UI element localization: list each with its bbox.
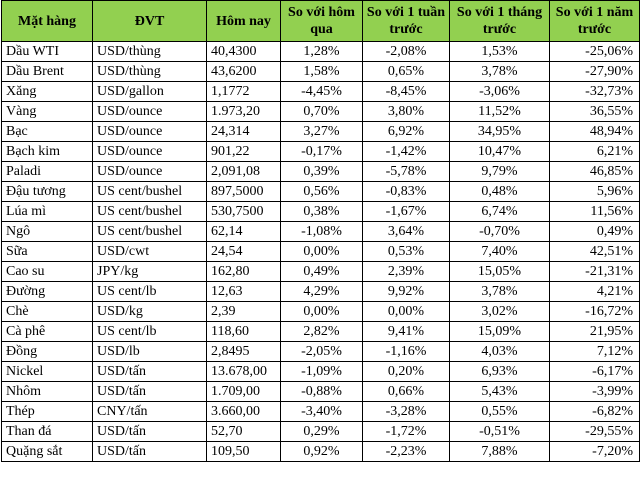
vs-week-cell: 0,65% bbox=[363, 62, 450, 82]
commodity-cell: Cao su bbox=[2, 262, 93, 282]
table-row bbox=[2, 402, 640, 422]
unit-cell: CNY/tấn bbox=[93, 402, 207, 422]
vs-week-cell: -1,16% bbox=[363, 342, 450, 362]
header-unit: ĐVT bbox=[93, 1, 207, 42]
vs-week-cell: -5,78% bbox=[363, 162, 450, 182]
header-vs-month: So với 1 tháng trước bbox=[450, 1, 550, 42]
today-cell: 43,6200 bbox=[207, 62, 281, 82]
today-cell: 52,70 bbox=[207, 422, 281, 442]
vs-month-cell: 1,53% bbox=[450, 42, 550, 62]
vs-month-cell: 9,79% bbox=[450, 162, 550, 182]
today-cell: 3.660,00 bbox=[207, 402, 281, 422]
vs-year-cell: 7,12% bbox=[550, 342, 640, 362]
vs-year-cell: 4,21% bbox=[550, 282, 640, 302]
vs-month-cell: 3,78% bbox=[450, 282, 550, 302]
table-row bbox=[2, 122, 640, 142]
vs-week-cell: -3,28% bbox=[363, 402, 450, 422]
table-row bbox=[2, 82, 640, 102]
table-row bbox=[2, 42, 640, 62]
table-row bbox=[2, 382, 640, 402]
commodity-cell: Vàng bbox=[2, 102, 93, 122]
header-today: Hôm nay bbox=[207, 1, 281, 42]
today-cell: 109,50 bbox=[207, 442, 281, 462]
table-row bbox=[2, 162, 640, 182]
unit-cell: USD/kg bbox=[93, 302, 207, 322]
unit-cell: JPY/kg bbox=[93, 262, 207, 282]
vs-yesterday-cell: -0,17% bbox=[281, 142, 363, 162]
table-row bbox=[2, 442, 640, 462]
unit-cell: USD/ounce bbox=[93, 122, 207, 142]
vs-year-cell: 46,85% bbox=[550, 162, 640, 182]
today-cell: 1.973,20 bbox=[207, 102, 281, 122]
commodity-cell: Than đá bbox=[2, 422, 93, 442]
today-cell: 901,22 bbox=[207, 142, 281, 162]
unit-cell: US cent/lb bbox=[93, 282, 207, 302]
unit-cell: USD/gallon bbox=[93, 82, 207, 102]
vs-week-cell: -2,08% bbox=[363, 42, 450, 62]
vs-year-cell: -3,99% bbox=[550, 382, 640, 402]
unit-cell: USD/ounce bbox=[93, 102, 207, 122]
vs-month-cell: 15,05% bbox=[450, 262, 550, 282]
unit-cell: USD/ounce bbox=[93, 142, 207, 162]
unit-cell: US cent/lb bbox=[93, 322, 207, 342]
commodity-cell: Lúa mì bbox=[2, 202, 93, 222]
vs-month-cell: -0,51% bbox=[450, 422, 550, 442]
vs-yesterday-cell: 0,00% bbox=[281, 242, 363, 262]
vs-yesterday-cell: -4,45% bbox=[281, 82, 363, 102]
vs-year-cell: 5,96% bbox=[550, 182, 640, 202]
vs-yesterday-cell: 0,49% bbox=[281, 262, 363, 282]
unit-cell: US cent/bushel bbox=[93, 202, 207, 222]
table-row bbox=[2, 262, 640, 282]
commodity-cell: Bạch kim bbox=[2, 142, 93, 162]
vs-month-cell: 3,02% bbox=[450, 302, 550, 322]
vs-yesterday-cell: 1,28% bbox=[281, 42, 363, 62]
vs-month-cell: 6,93% bbox=[450, 362, 550, 382]
header-commodity: Mặt hàng bbox=[2, 1, 93, 42]
header-vs-week: So với 1 tuần trước bbox=[363, 1, 450, 42]
table-row bbox=[2, 222, 640, 242]
commodity-cell: Nickel bbox=[2, 362, 93, 382]
unit-cell: USD/tấn bbox=[93, 362, 207, 382]
vs-month-cell: 4,03% bbox=[450, 342, 550, 362]
commodity-cell: Đậu tương bbox=[2, 182, 93, 202]
table-row bbox=[2, 282, 640, 302]
table-row bbox=[2, 302, 640, 322]
vs-yesterday-cell: 0,39% bbox=[281, 162, 363, 182]
vs-month-cell: 10,47% bbox=[450, 142, 550, 162]
vs-month-cell: 5,43% bbox=[450, 382, 550, 402]
commodity-cell: Dầu WTI bbox=[2, 42, 93, 62]
today-cell: 12,63 bbox=[207, 282, 281, 302]
commodity-cell: Đồng bbox=[2, 342, 93, 362]
vs-yesterday-cell: 0,00% bbox=[281, 302, 363, 322]
vs-yesterday-cell: 0,56% bbox=[281, 182, 363, 202]
header-vs-yesterday: So với hôm qua bbox=[281, 1, 363, 42]
vs-week-cell: 2,39% bbox=[363, 262, 450, 282]
table-row bbox=[2, 182, 640, 202]
vs-yesterday-cell: -1,08% bbox=[281, 222, 363, 242]
table-row bbox=[2, 342, 640, 362]
today-cell: 24,314 bbox=[207, 122, 281, 142]
unit-cell: USD/tấn bbox=[93, 442, 207, 462]
vs-month-cell: 0,48% bbox=[450, 182, 550, 202]
today-cell: 897,5000 bbox=[207, 182, 281, 202]
vs-year-cell: -27,90% bbox=[550, 62, 640, 82]
vs-yesterday-cell: -3,40% bbox=[281, 402, 363, 422]
table-row bbox=[2, 242, 640, 262]
table-row bbox=[2, 362, 640, 382]
today-cell: 2,39 bbox=[207, 302, 281, 322]
vs-year-cell: -25,06% bbox=[550, 42, 640, 62]
unit-cell: US cent/bushel bbox=[93, 222, 207, 242]
vs-month-cell: 7,40% bbox=[450, 242, 550, 262]
vs-year-cell: 21,95% bbox=[550, 322, 640, 342]
vs-yesterday-cell: 0,29% bbox=[281, 422, 363, 442]
today-cell: 24,54 bbox=[207, 242, 281, 262]
vs-year-cell: 11,56% bbox=[550, 202, 640, 222]
vs-yesterday-cell: 0,92% bbox=[281, 442, 363, 462]
table-row bbox=[2, 422, 640, 442]
unit-cell: USD/lb bbox=[93, 342, 207, 362]
vs-week-cell: 9,92% bbox=[363, 282, 450, 302]
unit-cell: USD/thùng bbox=[93, 42, 207, 62]
table-row bbox=[2, 202, 640, 222]
commodity-cell: Dầu Brent bbox=[2, 62, 93, 82]
table-header bbox=[2, 1, 640, 42]
vs-yesterday-cell: 0,70% bbox=[281, 102, 363, 122]
vs-year-cell: -7,20% bbox=[550, 442, 640, 462]
vs-yesterday-cell: -0,88% bbox=[281, 382, 363, 402]
vs-week-cell: -2,23% bbox=[363, 442, 450, 462]
vs-yesterday-cell: 1,58% bbox=[281, 62, 363, 82]
commodity-cell: Sữa bbox=[2, 242, 93, 262]
commodity-cell: Thép bbox=[2, 402, 93, 422]
vs-year-cell: -16,72% bbox=[550, 302, 640, 322]
vs-month-cell: 15,09% bbox=[450, 322, 550, 342]
header-row bbox=[2, 1, 640, 42]
vs-month-cell: 34,95% bbox=[450, 122, 550, 142]
table-row bbox=[2, 102, 640, 122]
commodity-cell: Cà phê bbox=[2, 322, 93, 342]
vs-week-cell: 3,64% bbox=[363, 222, 450, 242]
unit-cell: US cent/bushel bbox=[93, 182, 207, 202]
vs-year-cell: 42,51% bbox=[550, 242, 640, 262]
vs-week-cell: 0,20% bbox=[363, 362, 450, 382]
unit-cell: USD/tấn bbox=[93, 422, 207, 442]
commodity-cell: Xăng bbox=[2, 82, 93, 102]
commodity-cell: Ngô bbox=[2, 222, 93, 242]
unit-cell: USD/thùng bbox=[93, 62, 207, 82]
table-body bbox=[2, 42, 640, 462]
vs-week-cell: 0,53% bbox=[363, 242, 450, 262]
vs-week-cell: -0,83% bbox=[363, 182, 450, 202]
vs-week-cell: 9,41% bbox=[363, 322, 450, 342]
vs-year-cell: 48,94% bbox=[550, 122, 640, 142]
today-cell: 1,1772 bbox=[207, 82, 281, 102]
vs-yesterday-cell: 3,27% bbox=[281, 122, 363, 142]
commodity-cell: Nhôm bbox=[2, 382, 93, 402]
vs-month-cell: 0,55% bbox=[450, 402, 550, 422]
vs-yesterday-cell: -1,09% bbox=[281, 362, 363, 382]
vs-week-cell: -1,72% bbox=[363, 422, 450, 442]
today-cell: 2,091,08 bbox=[207, 162, 281, 182]
vs-week-cell: -1,42% bbox=[363, 142, 450, 162]
vs-yesterday-cell: 4,29% bbox=[281, 282, 363, 302]
today-cell: 62,14 bbox=[207, 222, 281, 242]
today-cell: 118,60 bbox=[207, 322, 281, 342]
vs-month-cell: 3,78% bbox=[450, 62, 550, 82]
today-cell: 2,8495 bbox=[207, 342, 281, 362]
vs-year-cell: -32,73% bbox=[550, 82, 640, 102]
commodity-cell: Bạc bbox=[2, 122, 93, 142]
vs-yesterday-cell: 2,82% bbox=[281, 322, 363, 342]
today-cell: 1.709,00 bbox=[207, 382, 281, 402]
table-row bbox=[2, 322, 640, 342]
vs-month-cell: -0,70% bbox=[450, 222, 550, 242]
vs-month-cell: 7,88% bbox=[450, 442, 550, 462]
table-row bbox=[2, 142, 640, 162]
vs-yesterday-cell: -2,05% bbox=[281, 342, 363, 362]
today-cell: 13.678,00 bbox=[207, 362, 281, 382]
vs-week-cell: 0,00% bbox=[363, 302, 450, 322]
vs-week-cell: -1,67% bbox=[363, 202, 450, 222]
vs-month-cell: 6,74% bbox=[450, 202, 550, 222]
vs-week-cell: 6,92% bbox=[363, 122, 450, 142]
commodity-cell: Chè bbox=[2, 302, 93, 322]
vs-year-cell: 6,21% bbox=[550, 142, 640, 162]
today-cell: 530,7500 bbox=[207, 202, 281, 222]
vs-year-cell: 36,55% bbox=[550, 102, 640, 122]
commodity-price-table bbox=[1, 0, 640, 462]
vs-year-cell: 0,49% bbox=[550, 222, 640, 242]
vs-year-cell: -29,55% bbox=[550, 422, 640, 442]
table-row bbox=[2, 62, 640, 82]
vs-week-cell: 0,66% bbox=[363, 382, 450, 402]
today-cell: 40,4300 bbox=[207, 42, 281, 62]
vs-yesterday-cell: 0,38% bbox=[281, 202, 363, 222]
vs-month-cell: 11,52% bbox=[450, 102, 550, 122]
commodity-cell: Đường bbox=[2, 282, 93, 302]
today-cell: 162,80 bbox=[207, 262, 281, 282]
header-vs-year: So với 1 năm trước bbox=[550, 1, 640, 42]
vs-year-cell: -6,17% bbox=[550, 362, 640, 382]
vs-week-cell: 3,80% bbox=[363, 102, 450, 122]
vs-year-cell: -6,82% bbox=[550, 402, 640, 422]
unit-cell: USD/cwt bbox=[93, 242, 207, 262]
vs-month-cell: -3,06% bbox=[450, 82, 550, 102]
vs-week-cell: -8,45% bbox=[363, 82, 450, 102]
unit-cell: USD/tấn bbox=[93, 382, 207, 402]
unit-cell: USD/ounce bbox=[93, 162, 207, 182]
commodity-cell: Paladi bbox=[2, 162, 93, 182]
vs-year-cell: -21,31% bbox=[550, 262, 640, 282]
commodity-cell: Quặng sắt bbox=[2, 442, 93, 462]
